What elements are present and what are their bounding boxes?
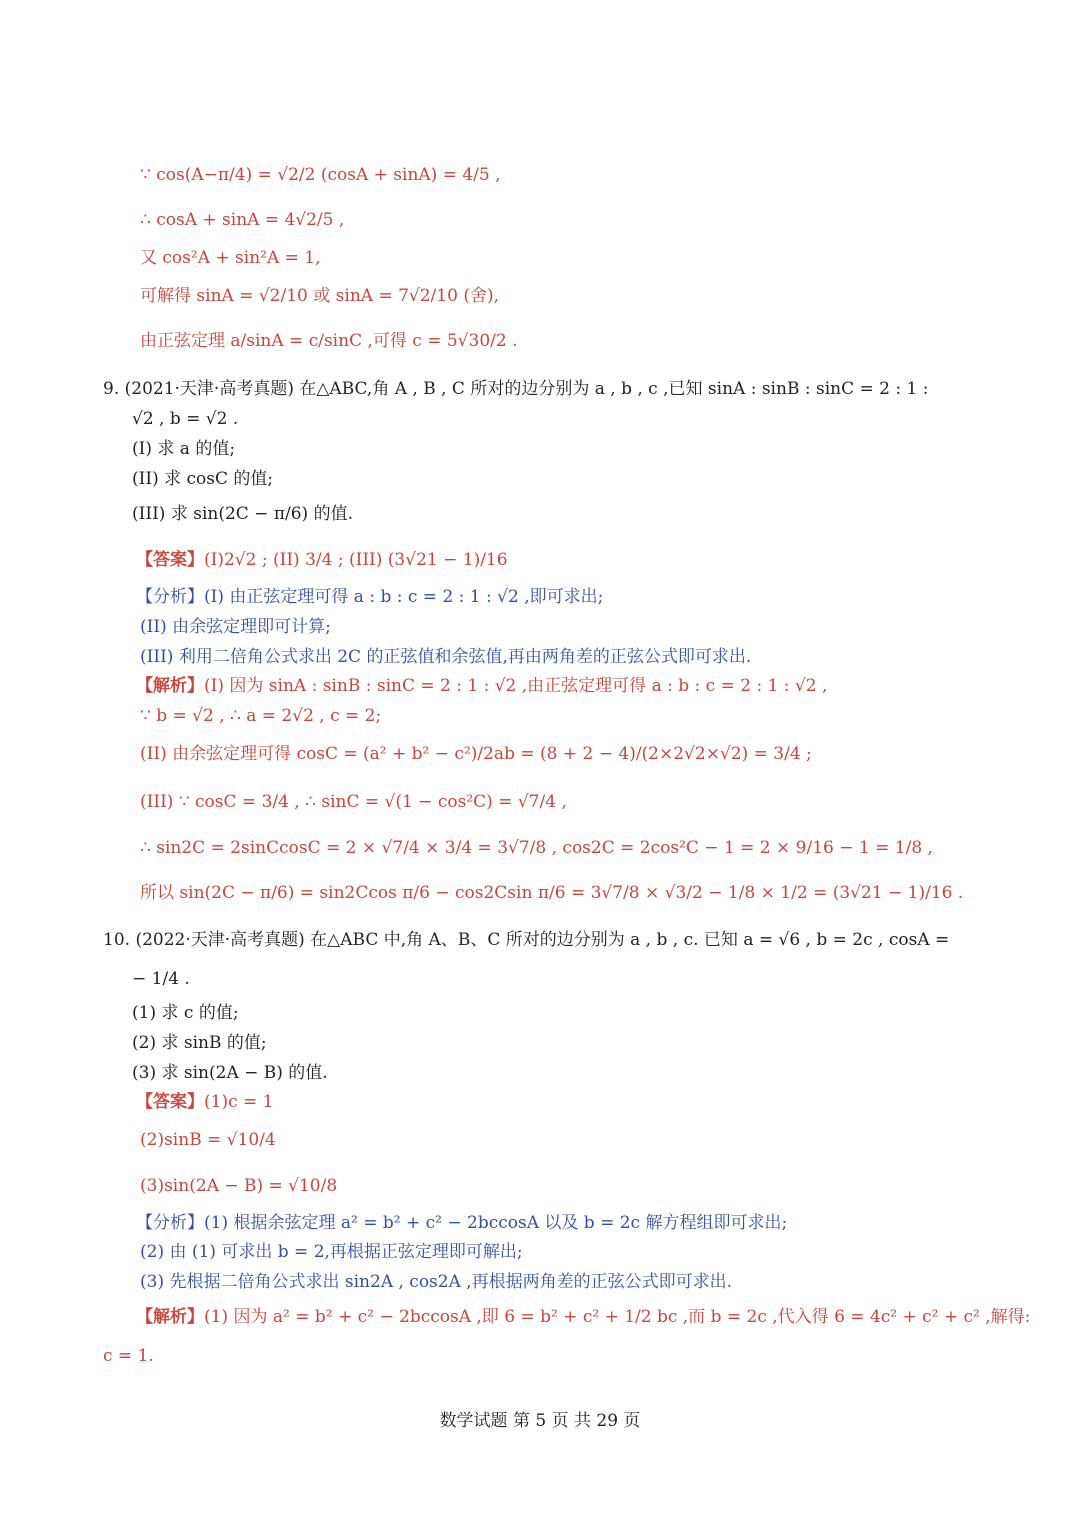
q9-stem-line-1: 9. (2021·天津·高考真题) 在△ABC,角 A , B , C 所对的边分别为 a , b , c ,已知 sinA : sinB : sinC = 2 : 1 : (103, 379, 929, 399)
q10-stem-line-2: − 1/4 . (132, 969, 190, 989)
q9-part-2: (II) 求 cosC 的值; (132, 469, 274, 489)
page-footer: 数学试题 第 5 页 共 29 页 (439, 1411, 641, 1431)
q9-analysis-3: (III) 利用二倍角公式求出 2C 的正弦值和余弦值,再由两角差的正弦公式即可求出. (140, 647, 752, 667)
q10-part-1: (1) 求 c 的值; (132, 1003, 239, 1023)
q10-answer-2: (2)sinB = √10/4 (140, 1130, 276, 1150)
prev-solution-line-1: ∵ cos(A−π/4) = √2/2 (cosA + sinA) = 4/5 , (140, 165, 501, 185)
q9-solution-1-text: (I) 因为 sinA : sinB : sinC = 2 : 1 : √2 ,由正弦定理可得 a : b : c = 2 : 1 : √2 , (204, 676, 828, 696)
q10-answer-1-text: (1)c = 1 (204, 1092, 274, 1112)
q10-analysis-1 (136, 1211, 787, 1235)
q9-answer-text: (I)2√2 ; (II) 3/4 ; (III) (3√21 − 1)/16 (204, 550, 508, 570)
answer-tag: 【答案】 (136, 1092, 204, 1112)
answer-tag: 【答案】 (136, 550, 204, 570)
q10-analysis-1-text: (1) 根据余弦定理 a² = b² + c² − 2bccosA 以及 b = 2c 解方程组即可求出; (204, 1213, 788, 1233)
q9-analysis-1 (136, 585, 603, 609)
q10-answer-1 (136, 1090, 273, 1114)
prev-solution-line-5: 由正弦定理 a/sinA = c/sinC ,可得 c = 5√30/2 . (140, 331, 518, 351)
q10-solution-1 (136, 1305, 1030, 1329)
q9-stem-line-2: √2 , b = √2 . (132, 409, 239, 429)
q9-analysis-1-text: (I) 由正弦定理可得 a : b : c = 2 : 1 : √2 ,即可求出; (204, 587, 604, 607)
q9-solution-4: (III) ∵ cosC = 3/4 , ∴ sinC = √(1 − cos²C) = √7/4 , (140, 792, 567, 812)
q9-solution-5: ∴ sin2C = 2sinCcosC = 2 × √7/4 × 3/4 = 3√7/8 , cos2C = 2cos²C − 1 = 2 × 9/16 − 1 = 1/8 , (140, 838, 933, 858)
q10-part-3: (3) 求 sin(2A − B) 的值. (132, 1063, 328, 1083)
q9-answer (136, 548, 508, 572)
prev-solution-line-2: ∴ cosA + sinA = 4√2/5 , (140, 210, 345, 230)
q10-solution-1-text: (1) 因为 a² = b² + c² − 2bccosA ,即 6 = b² + c² + 1/2 bc ,而 b = 2c ,代入得 6 = 4c² + c² + c² ,解得: (204, 1307, 1031, 1327)
analysis-tag: 【分析】 (136, 1213, 204, 1233)
prev-solution-line-4: 可解得 sinA = √2/10 或 sinA = 7√2/10 (舍), (140, 286, 499, 306)
q9-solution-6: 所以 sin(2C − π/6) = sin2Ccos π/6 − cos2Csin π/6 = 3√7/8 × √3/2 − 1/8 × 1/2 = (3√21 − 1)/16 . (140, 883, 964, 903)
q9-solution-3: (II) 由余弦定理可得 cosC = (a² + b² − c²)/2ab = (8 + 2 − 4)/(2×2√2×√2) = 3/4 ; (140, 744, 812, 764)
q9-part-1: (I) 求 a 的值; (132, 439, 236, 459)
analysis-tag: 【分析】 (136, 587, 204, 607)
solution-tag: 【解析】 (136, 1307, 204, 1327)
q9-solution-2: ∵ b = √2 , ∴ a = 2√2 , c = 2; (140, 706, 382, 726)
prev-solution-line-3: 又 cos²A + sin²A = 1, (140, 248, 321, 268)
q10-analysis-3: (3) 先根据二倍角公式求出 sin2A , cos2A ,再根据两角差的正弦公式即可求出. (140, 1272, 733, 1292)
q10-analysis-2: (2) 由 (1) 可求出 b = 2,再根据正弦定理即可解出; (140, 1242, 523, 1262)
q9-solution-1 (136, 674, 827, 698)
q10-solution-2: c = 1. (103, 1346, 154, 1366)
q10-stem-line-1: 10. (2022·天津·高考真题) 在△ABC 中,角 A、B、C 所对的边分别为 a , b , c. 已知 a = √6 , b = 2c , cosA = (103, 930, 950, 950)
q10-answer-3: (3)sin(2A − B) = √10/8 (140, 1176, 338, 1196)
q9-analysis-2: (II) 由余弦定理即可计算; (140, 617, 331, 637)
solution-tag: 【解析】 (136, 676, 204, 696)
q9-part-3: (III) 求 sin(2C − π/6) 的值. (132, 504, 353, 524)
q10-part-2: (2) 求 sinB 的值; (132, 1033, 267, 1053)
